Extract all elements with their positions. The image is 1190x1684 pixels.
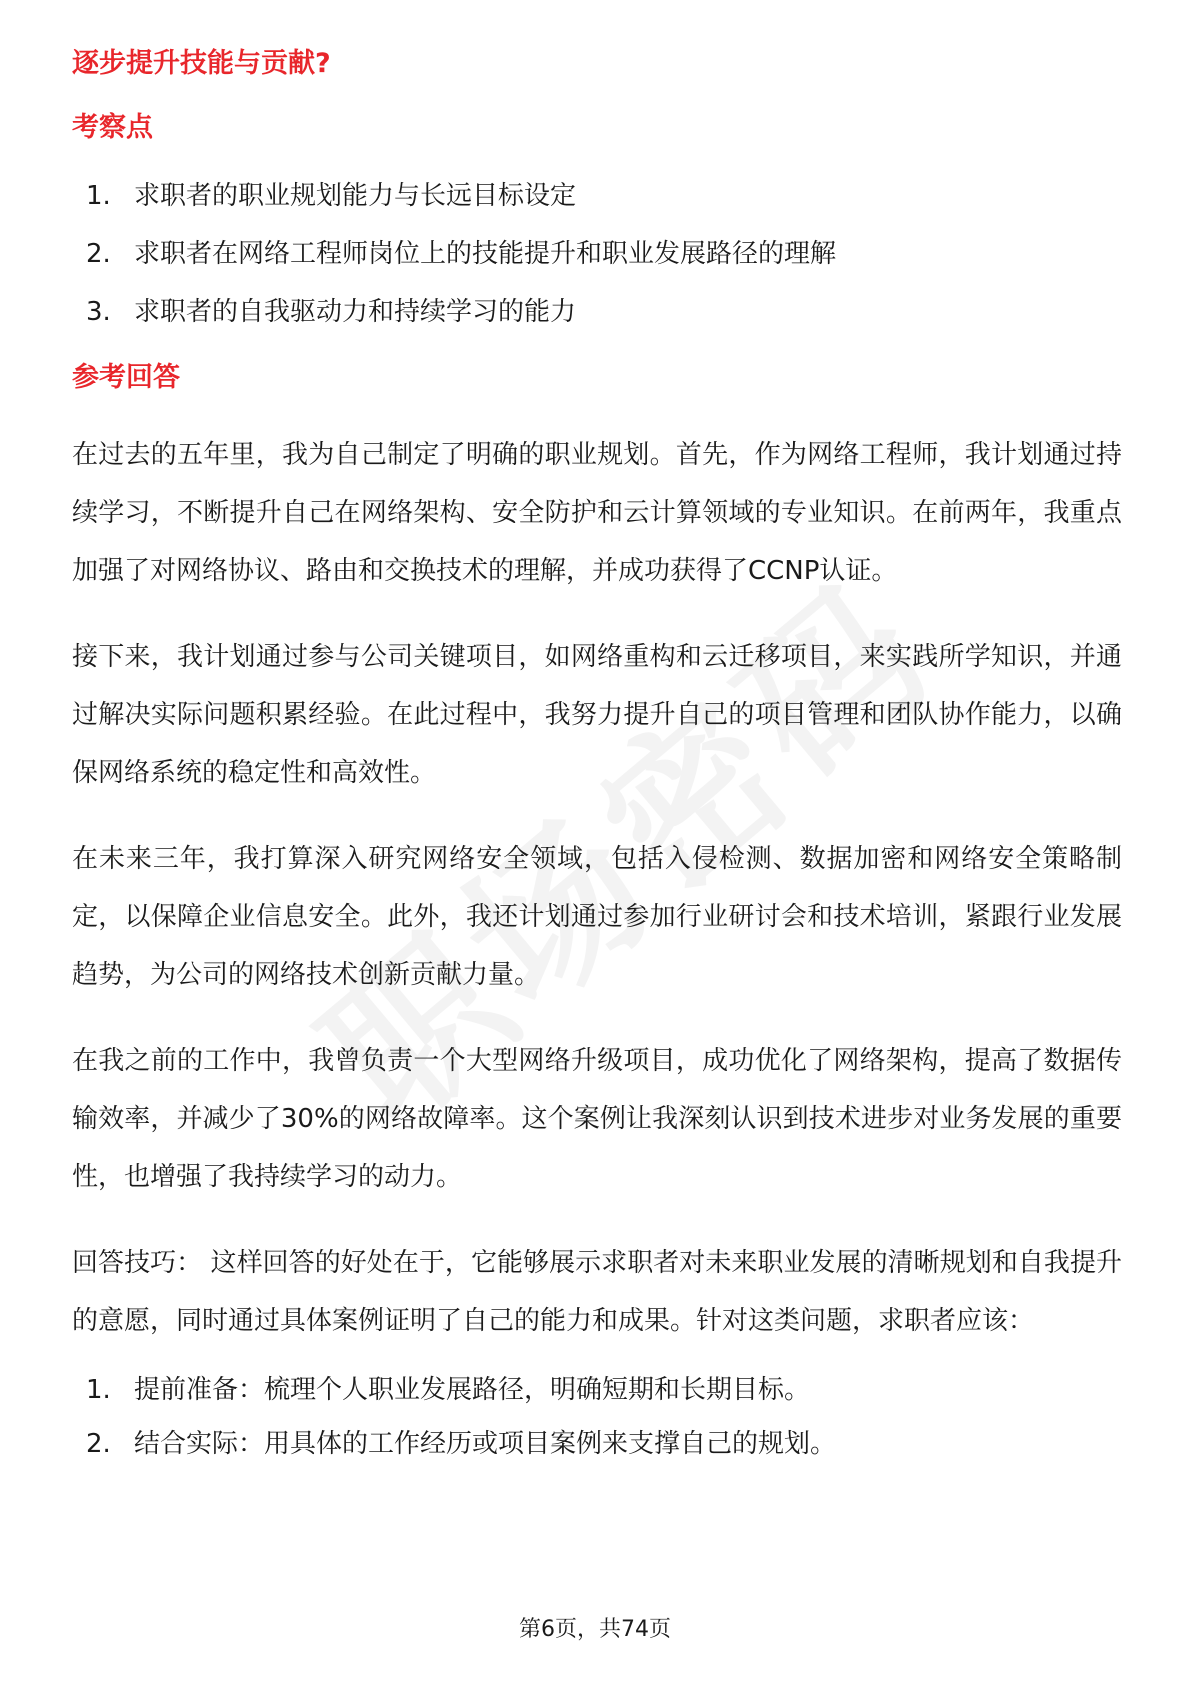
list-item	[72, 1370, 1122, 1410]
tips-paragraph: 回答技巧： 这样回答的好处在于，它能够展示求职者对未来职业发展的清晰规划和自我提升的意愿，同时通过具体案例证明了自己的能力和成果。针对这类问题，求职者应该：	[72, 1248, 1122, 1336]
answer-paragraph: 在过去的五年里，我为自己制定了明确的职业规划。首先，作为网络工程师，我计划通过持续学习，不断提升自己在网络架构、安全防护和云计算领域的专业知识。在前两年，我重点加强了对网络协议、路由和交换技术的理解，并成功获得了CCNP认证。	[72, 440, 1122, 586]
list-text: 结合实际：用具体的工作经历或项目案例来支撑自己的规划。	[134, 1429, 837, 1459]
answer-paragraph: 在我之前的工作中，我曾负责一个大型网络升级项目，成功优化了网络架构，提高了数据传输效率，并减少了30%的网络故障率。这个案例让我深刻认识到技术进步对业务发展的重要性，也增强了我持续学习的动力。	[72, 1046, 1122, 1192]
list-item	[72, 1424, 1122, 1464]
list-number: 1.	[86, 1375, 111, 1405]
list-number: 3.	[86, 297, 111, 327]
list-number: 2.	[86, 1429, 111, 1459]
list-text: 求职者的自我驱动力和持续学习的能力	[134, 297, 577, 327]
points-list	[72, 176, 1122, 332]
list-item	[72, 176, 1122, 216]
list-text: 求职者的职业规划能力与长远目标设定	[134, 181, 577, 211]
answer-paragraph: 接下来，我计划通过参与公司关键项目，如网络重构和云迁移项目，来实践所学知识，并通过解决实际问题积累经验。在此过程中，我努力提升自己的项目管理和团队协作能力，以确保网络系统的稳定性和高效性。	[72, 642, 1122, 788]
section-title-points: 考察点	[72, 112, 153, 143]
question-title: 逐步提升技能与贡献?	[72, 48, 331, 79]
list-text: 求职者在网络工程师岗位上的技能提升和职业发展路径的理解	[134, 239, 837, 269]
list-item	[72, 292, 1122, 332]
list-number: 2.	[86, 239, 111, 269]
page-content	[72, 44, 1122, 1490]
list-text: 提前准备：梳理个人职业发展路径，明确短期和长期目标。	[134, 1375, 811, 1405]
answer-paragraph: 在未来三年，我打算深入研究网络安全领域，包括入侵检测、数据加密和网络安全策略制定，以保障企业信息安全。此外，我还计划通过参加行业研讨会和技术培训，紧跟行业发展趋势，为公司的网络技术创新贡献力量。	[72, 844, 1122, 990]
section-title-answer: 参考回答	[72, 362, 180, 393]
tips-list	[72, 1370, 1122, 1464]
list-number: 1.	[86, 181, 111, 211]
page-footer: 第6页，共74页	[519, 1617, 671, 1642]
list-item	[72, 234, 1122, 274]
